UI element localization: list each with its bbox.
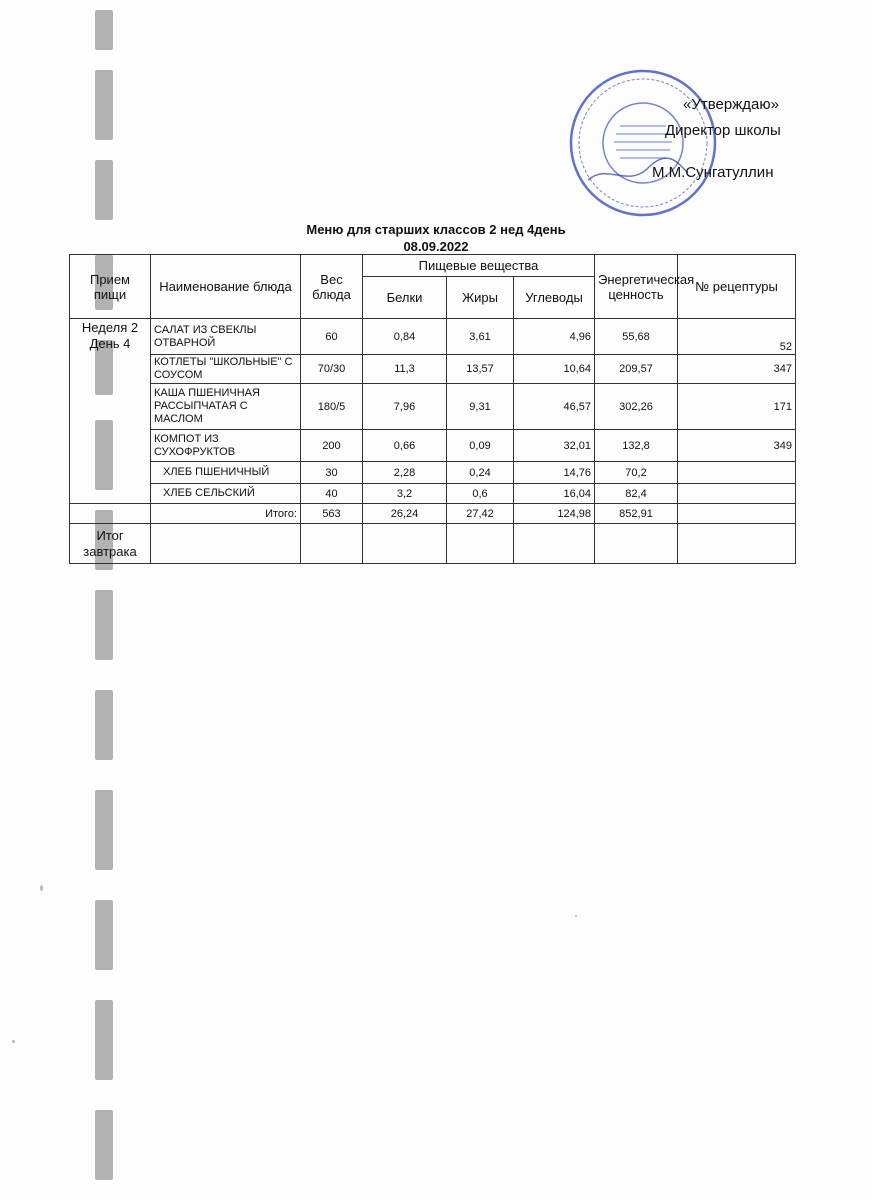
- dish-recipe: 171: [678, 384, 796, 430]
- dish-weight: 200: [301, 430, 363, 462]
- header-protein: Белки: [363, 277, 447, 319]
- dish-recipe: 347: [678, 355, 796, 384]
- table-row: [70, 462, 796, 484]
- table-row: [70, 384, 796, 430]
- dish-fat: 0,6: [447, 484, 514, 504]
- header-recipe: № рецептуры: [678, 255, 796, 319]
- dish-name: ХЛЕБ ПШЕНИЧНЫЙ: [151, 462, 301, 484]
- dish-energy: 82,4: [595, 484, 678, 504]
- dish-carbs: 32,01: [514, 430, 595, 462]
- total-energy: 852,91: [595, 504, 678, 524]
- header-fat: Жиры: [447, 277, 514, 319]
- dish-energy: 55,68: [595, 319, 678, 355]
- dish-recipe: [678, 484, 796, 504]
- dish-carbs: 46,57: [514, 384, 595, 430]
- school-seal-stamp: [568, 68, 718, 218]
- dish-energy: 70,2: [595, 462, 678, 484]
- table-row: [70, 484, 796, 504]
- header-energy: Энергетическая ценность: [595, 255, 678, 319]
- dish-protein: 0,84: [363, 319, 447, 355]
- header-dish: Наименование блюда: [151, 255, 301, 319]
- dish-fat: 9,31: [447, 384, 514, 430]
- dish-carbs: 10,64: [514, 355, 595, 384]
- dish-weight: 70/30: [301, 355, 363, 384]
- total-row: [70, 504, 796, 524]
- table-row: [70, 430, 796, 462]
- page-title: Меню для старших классов 2 нед 4день: [306, 222, 566, 237]
- dish-energy: 302,26: [595, 384, 678, 430]
- dish-carbs: 14,76: [514, 462, 595, 484]
- header-meal: Прием пищи: [70, 255, 151, 319]
- dish-name: КАША ПШЕНИЧНАЯ РАССЫПЧАТАЯ С МАСЛОМ: [151, 384, 301, 430]
- total-label: Итого:: [151, 504, 301, 524]
- dish-weight: 60: [301, 319, 363, 355]
- dish-weight: 40: [301, 484, 363, 504]
- dish-fat: 13,57: [447, 355, 514, 384]
- dish-protein: 7,96: [363, 384, 447, 430]
- dish-carbs: 16,04: [514, 484, 595, 504]
- director-title: Директор школы: [665, 122, 781, 139]
- dish-weight: 30: [301, 462, 363, 484]
- meal-label: Неделя 2 День 4: [70, 319, 151, 504]
- dish-name: КОТЛЕТЫ "ШКОЛЬНЫЕ" С СОУСОМ: [151, 355, 301, 384]
- dish-fat: 3,61: [447, 319, 514, 355]
- dish-recipe: 349: [678, 430, 796, 462]
- table-row: [70, 355, 796, 384]
- dish-name: ХЛЕБ СЕЛЬСКИЙ: [151, 484, 301, 504]
- total-weight: 563: [301, 504, 363, 524]
- total-carbs: 124,98: [514, 504, 595, 524]
- header-nutrients: Пищевые вещества: [363, 255, 595, 277]
- director-name: М.М.Сунгатуллин: [652, 164, 774, 181]
- dish-recipe: [678, 462, 796, 484]
- total-fat: 27,42: [447, 504, 514, 524]
- scan-edge-marks: [95, 0, 135, 1200]
- dish-weight: 180/5: [301, 384, 363, 430]
- dish-fat: 0,09: [447, 430, 514, 462]
- dish-protein: 11,3: [363, 355, 447, 384]
- approval-label: «Утверждаю»: [683, 96, 779, 113]
- breakfast-total-label: Итог завтрака: [70, 524, 151, 564]
- dish-recipe: 52: [678, 319, 796, 355]
- dish-energy: 132,8: [595, 430, 678, 462]
- footer-row: [70, 524, 796, 564]
- dish-name: САЛАТ ИЗ СВЕКЛЫ ОТВАРНОЙ: [151, 319, 301, 355]
- menu-date: 08.09.2022: [403, 239, 469, 254]
- menu-table: [69, 254, 796, 564]
- dish-fat: 0,24: [447, 462, 514, 484]
- header-row-1: [70, 255, 796, 277]
- table-row: [70, 319, 796, 355]
- dish-protein: 3,2: [363, 484, 447, 504]
- dish-protein: 0,66: [363, 430, 447, 462]
- dish-name: КОМПОТ ИЗ СУХОФРУКТОВ: [151, 430, 301, 462]
- dish-carbs: 4,96: [514, 319, 595, 355]
- total-protein: 26,24: [363, 504, 447, 524]
- dish-protein: 2,28: [363, 462, 447, 484]
- dish-energy: 209,57: [595, 355, 678, 384]
- header-weight: Вес блюда: [301, 255, 363, 319]
- header-carbs: Углеводы: [514, 277, 595, 319]
